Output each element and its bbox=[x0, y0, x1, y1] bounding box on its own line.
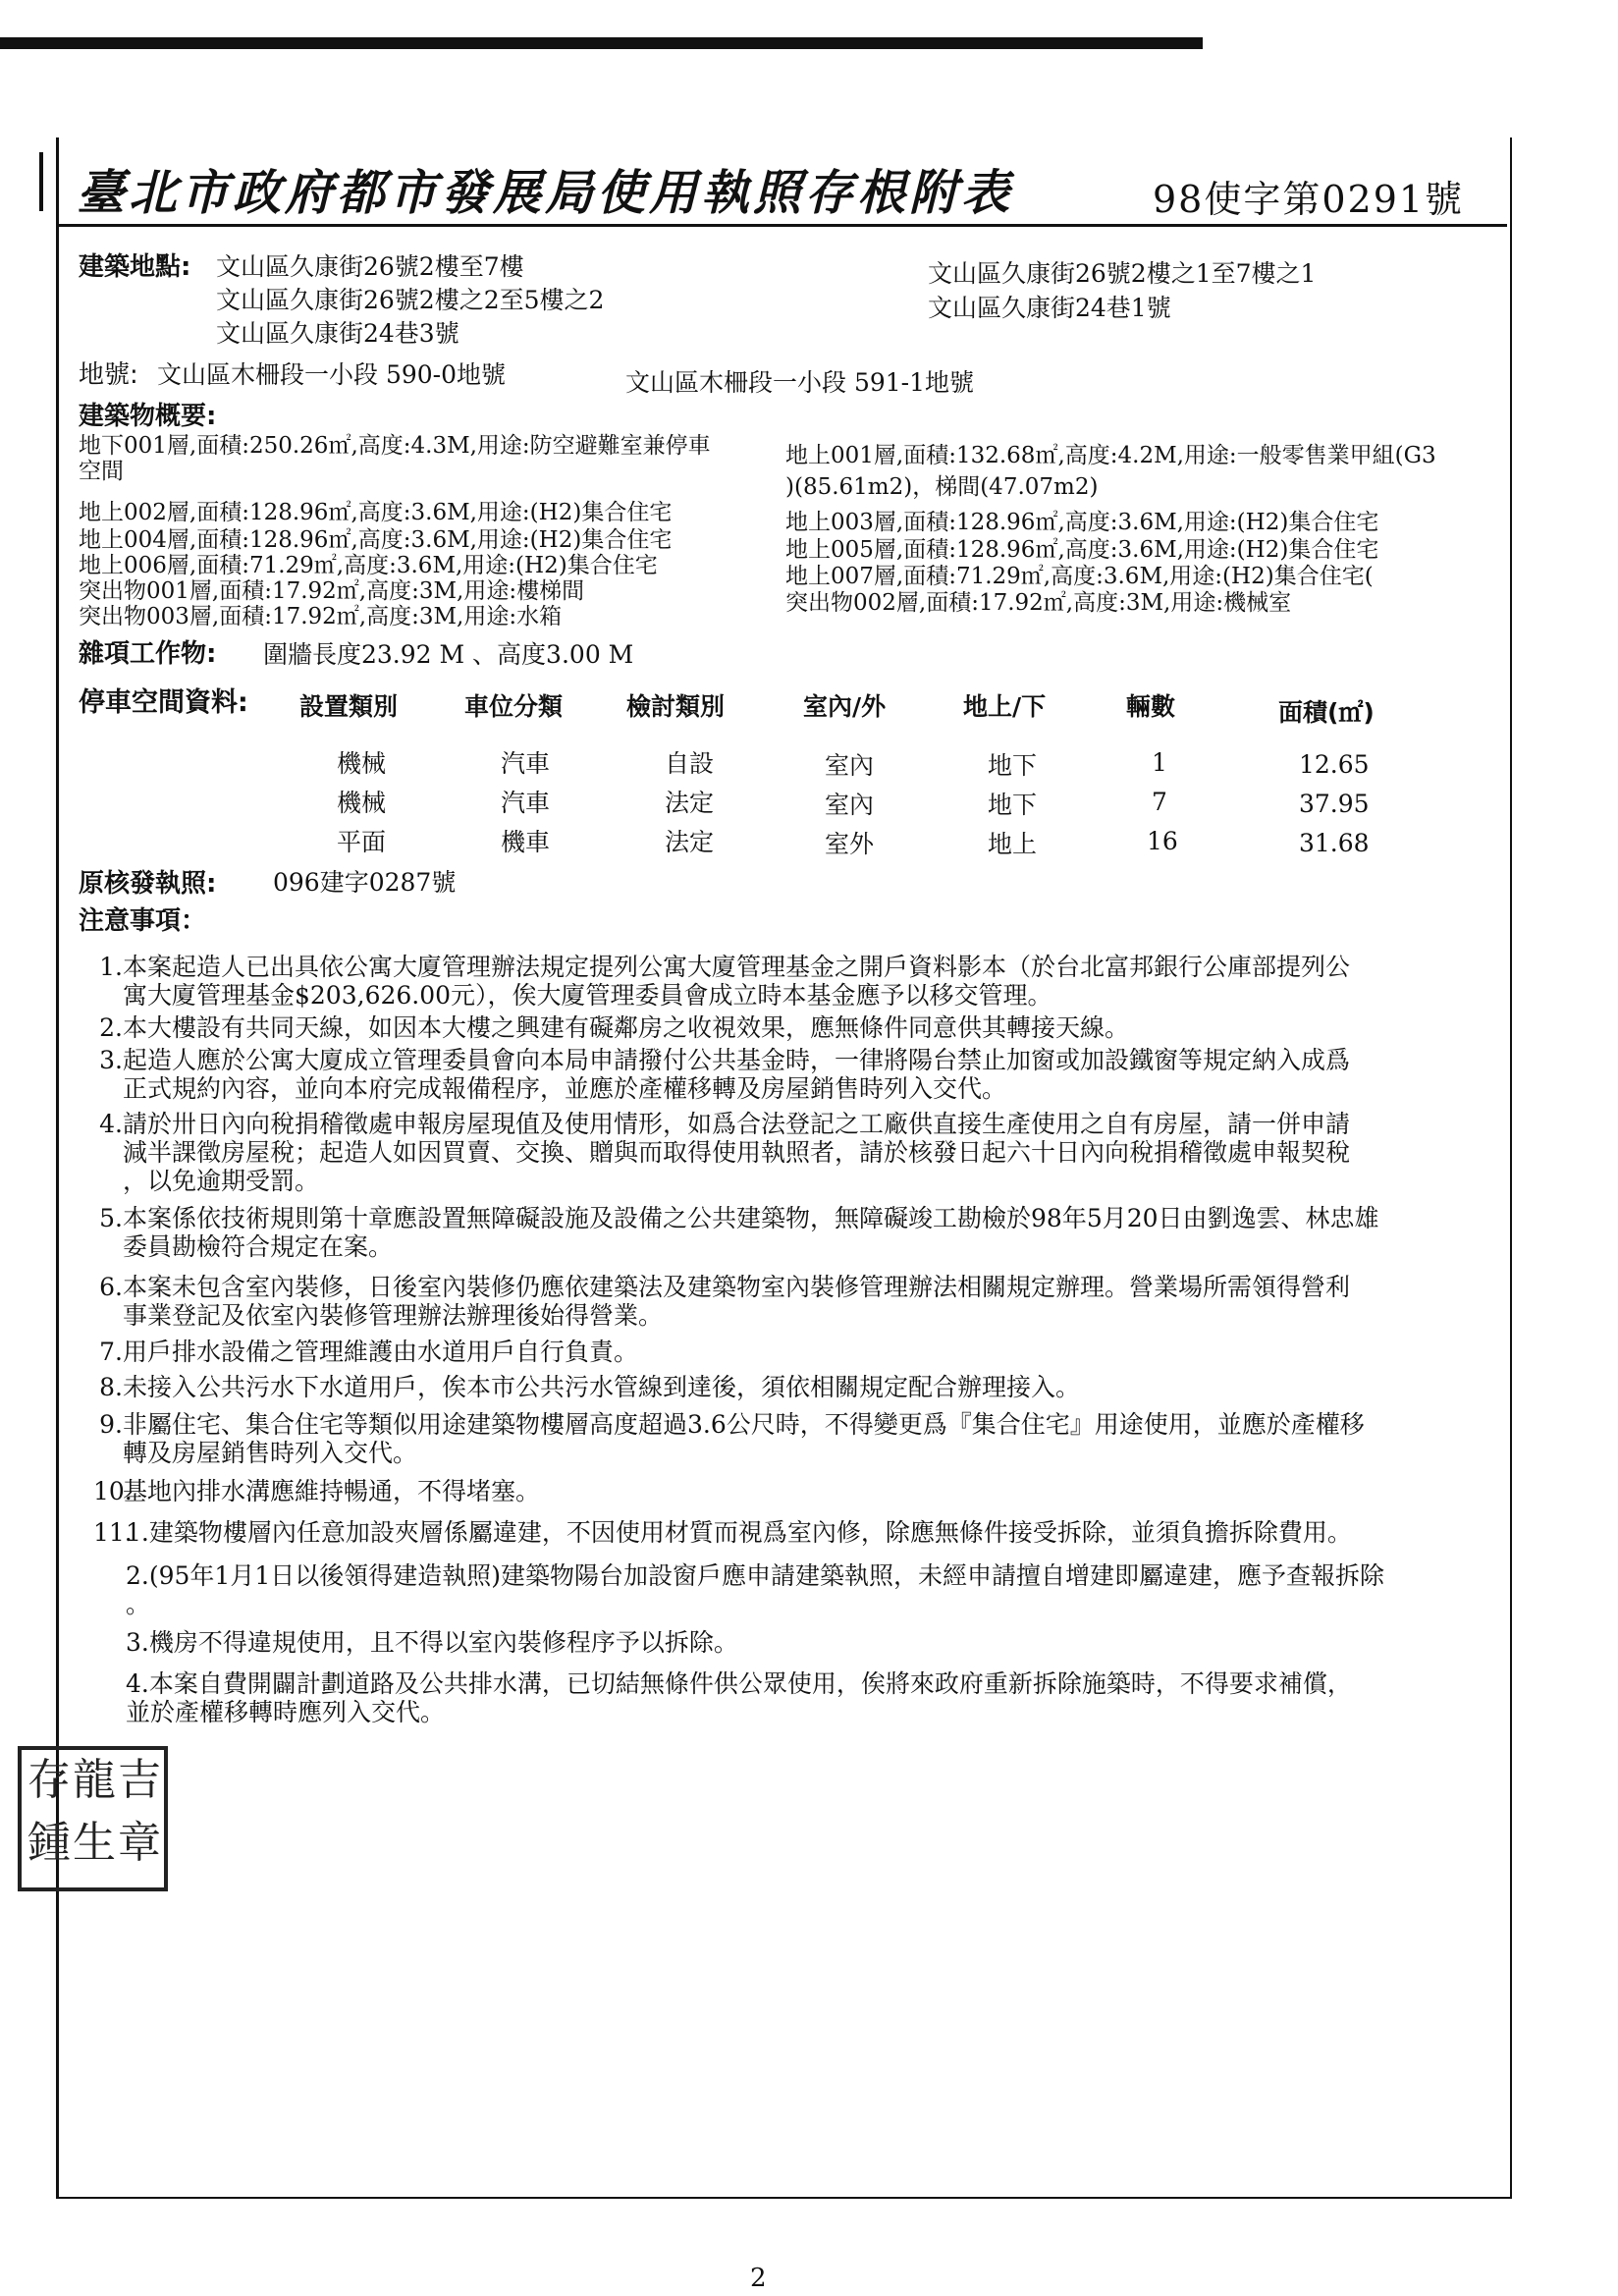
overview-line: 地上005層,面積:128.96㎡,高度:3.6M,用途:(H2)集合住宅 bbox=[785, 537, 1379, 563]
overview-line: 地下001層,面積:250.26㎡,高度:4.3M,用途:防空避難室兼停車 bbox=[79, 433, 711, 459]
misc-value: 圍牆長度23.92 M 、高度3.00 M bbox=[263, 640, 634, 669]
seal-char: 存 bbox=[27, 1755, 71, 1805]
parking-cell: 自設 bbox=[665, 749, 715, 778]
note-line: 請於卅日內向稅捐稽徵處申報房屋現值及使用情形，如爲合法登記之工廠供直接生產使用之自有房屋，請一併申請 bbox=[123, 1110, 1351, 1138]
document-title: 臺北市政府都市發展局使用執照存根附表 bbox=[77, 164, 1014, 221]
parking-header: 室內/外 bbox=[803, 692, 887, 721]
note-number: 4. bbox=[99, 1110, 123, 1138]
seal-char: 章 bbox=[118, 1818, 161, 1868]
overview-line: 地上003層,面積:128.96㎡,高度:3.6M,用途:(H2)集合住宅 bbox=[785, 510, 1379, 535]
original-permit-label: 原核發執照: bbox=[79, 869, 217, 899]
note-line: 事業登記及依室內裝修管理辦法辦理後始得營業。 bbox=[123, 1301, 664, 1330]
lot-value: 文山區木柵段一小段 590-0地號 bbox=[157, 360, 507, 389]
parking-cell: 37.95 bbox=[1299, 790, 1370, 818]
note-subitem bbox=[126, 1518, 1510, 1547]
parking-cell: 地下 bbox=[988, 751, 1038, 780]
note-line: 減半課徵房屋稅；起造人如因買賣、交換、贈與而取得使用執照者，請於核發日起六十日內向稅捐稽徵處申報契稅 bbox=[123, 1138, 1351, 1167]
original-permit-value: 096建字0287號 bbox=[273, 868, 457, 897]
note-line: 本案未包含室內裝修，日後室內裝修仍應依建築法及建築物室內裝修管理辦法相關規定辦理。營業場所需領得營利 bbox=[123, 1273, 1351, 1301]
site-address: 文山區久康街24巷3號 bbox=[216, 319, 459, 348]
note-line: 用戶排水設備之管理維護由水道用戶自行負責。 bbox=[123, 1338, 639, 1366]
parking-cell: 汽車 bbox=[501, 789, 551, 817]
site-address: 文山區久康街26號2樓至7樓 bbox=[216, 252, 524, 281]
note-number: 9. bbox=[99, 1410, 123, 1439]
parking-cell: 地上 bbox=[988, 830, 1038, 858]
note-number: 10. bbox=[93, 1477, 133, 1505]
seal-char: 鍾 bbox=[27, 1818, 71, 1868]
notes-label: 注意事項： bbox=[79, 906, 207, 936]
overview-line: 地上004層,面積:128.96㎡,高度:3.6M,用途:(H2)集合住宅 bbox=[79, 527, 673, 553]
note-line: 轉及房屋銷售時列入交代。 bbox=[123, 1439, 418, 1467]
note-line: 寓大廈管理基金$203,626.00元），俟大廈管理委員會成立時本基金應予以移交管理。 bbox=[123, 981, 1052, 1010]
parking-cell: 平面 bbox=[337, 828, 387, 856]
note-line: 未接入公共污水下水道用戶，俟本市公共污水管線到達後，須依相關規定配合辦理接入。 bbox=[123, 1373, 1081, 1401]
parking-cell: 汽車 bbox=[501, 749, 551, 778]
parking-cell: 16 bbox=[1147, 827, 1178, 855]
note-line: 非屬住宅、集合住宅等類似用途建築物樓層高度超過3.6公尺時，不得變更爲『集合住宅』用途使用，並應於產權移 bbox=[123, 1410, 1365, 1439]
note-line: 並於產權移轉時應列入交代。 bbox=[126, 1698, 446, 1726]
parking-header: 地上/下 bbox=[963, 692, 1047, 721]
note-line: 基地內排水溝應維持暢通，不得堵塞。 bbox=[123, 1477, 541, 1505]
overview-line: 地上001層,面積:132.68㎡,高度:4.2M,用途:一般零售業甲組(G3 bbox=[785, 443, 1436, 468]
site-address: 文山區久康街24巷1號 bbox=[928, 294, 1171, 322]
note-line: 本案係依技術規則第十章應設置無障礙設施及設備之公共建築物，無障礙竣工勘檢於98年5月20日由劉逸雲、林忠雄 bbox=[123, 1204, 1379, 1232]
overview-line: 地上006層,面積:71.29㎡,高度:3.6M,用途:(H2)集合住宅 bbox=[79, 553, 658, 578]
site-address: 文山區久康街26號2樓之1至7樓之1 bbox=[928, 259, 1317, 288]
overview-line: 地上002層,面積:128.96㎡,高度:3.6M,用途:(H2)集合住宅 bbox=[79, 500, 673, 525]
parking-header: 檢討類別 bbox=[626, 692, 726, 721]
misc-label: 雜項工作物: bbox=[79, 639, 217, 669]
note-number: 2. bbox=[99, 1013, 123, 1042]
lot-label: 地號: bbox=[79, 360, 138, 390]
note-subitem bbox=[126, 1561, 1510, 1618]
seal-char: 生 bbox=[73, 1818, 116, 1868]
note-number: 3. bbox=[99, 1046, 123, 1074]
parking-cell: 室內 bbox=[825, 791, 875, 819]
overview-line: )(85.61m2)，梯間(47.07m2) bbox=[785, 474, 1099, 500]
lot-value: 文山區木柵段一小段 591-1地號 bbox=[625, 368, 975, 397]
parking-cell: 法定 bbox=[665, 789, 715, 817]
note-line: 本案起造人已出具依公寓大廈管理辦法規定提列公寓大廈管理基金之開戶資料影本（於台北富邦銀行公庫部提列公 bbox=[123, 953, 1351, 981]
note-number: 6. bbox=[99, 1273, 123, 1301]
note-number: 1. bbox=[99, 953, 123, 981]
parking-cell: 地下 bbox=[988, 791, 1038, 819]
parking-cell: 法定 bbox=[665, 828, 715, 856]
official-seal bbox=[18, 1746, 168, 1891]
title-rule bbox=[56, 224, 1507, 227]
parking-header: 車位分類 bbox=[464, 692, 564, 721]
permit-number: 98使字第0291號 bbox=[1153, 178, 1465, 221]
parking-cell: 室外 bbox=[825, 830, 875, 858]
note-line: 起造人應於公寓大廈成立管理委員會向本局申請撥付公共基金時，一律將陽台禁止加窗或加設鐵窗等規定納入成爲 bbox=[123, 1046, 1351, 1074]
parking-cell: 機械 bbox=[337, 789, 387, 817]
parking-header: 輛數 bbox=[1126, 692, 1176, 721]
note-line: 2.(95年1月1日以後領得建造執照)建築物陽台加設窗戶應申請建築執照，未經申請擅自增建即屬違建，應予查報拆除 bbox=[126, 1561, 1384, 1590]
parking-label: 停車空間資料: bbox=[79, 687, 248, 718]
site-address: 文山區久康街26號2樓之2至5樓之2 bbox=[216, 286, 605, 314]
site-label: 建築地點: bbox=[79, 252, 191, 282]
note-line: 。 bbox=[126, 1590, 151, 1618]
overview-line: 地上007層,面積:71.29㎡,高度:3.6M,用途:(H2)集合住宅( bbox=[785, 564, 1374, 589]
note-line: 正式規約內容，並向本府完成報備程序，並應於產權移轉及房屋銷售時列入交代。 bbox=[123, 1074, 1007, 1103]
overview-line: 突出物002層,面積:17.92㎡,高度:3M,用途:機械室 bbox=[785, 590, 1292, 616]
note-number: 5. bbox=[99, 1204, 123, 1232]
note-line: 3.機房不得違規使用，且不得以室內裝修程序予以拆除。 bbox=[126, 1628, 738, 1657]
top-rule bbox=[0, 37, 1203, 49]
note-number: 7. bbox=[99, 1338, 123, 1366]
parking-header: 面積(㎡) bbox=[1278, 698, 1375, 727]
note-number: 11. bbox=[93, 1518, 133, 1547]
note-line: 1.建築物樓層內任意加設夾層係屬違建，不因使用材質而視爲室內修，除應無條件接受拆除，並須負擔拆除費用。 bbox=[126, 1518, 1352, 1547]
seal-char: 龍 bbox=[73, 1755, 116, 1805]
page-number: 2 bbox=[750, 2264, 767, 2293]
overview-line: 空間 bbox=[79, 459, 124, 484]
parking-cell: 機車 bbox=[501, 828, 551, 856]
note-line: 委員勘檢符合規定在案。 bbox=[123, 1232, 394, 1261]
note-subitem bbox=[126, 1669, 1510, 1726]
parking-cell: 31.68 bbox=[1299, 829, 1370, 857]
overview-line: 突出物001層,面積:17.92㎡,高度:3M,用途:樓梯間 bbox=[79, 578, 585, 604]
parking-cell: 12.65 bbox=[1299, 750, 1370, 779]
note-line: 本大樓設有共同天線，如因本大樓之興建有礙鄰房之收視效果，應無條件同意供其轉接天線。 bbox=[123, 1013, 1130, 1042]
parking-cell: 室內 bbox=[825, 751, 875, 780]
note-subitem bbox=[126, 1628, 1510, 1657]
parking-cell: 機械 bbox=[337, 749, 387, 778]
parking-cell: 7 bbox=[1152, 788, 1167, 816]
overview-line: 突出物003層,面積:17.92㎡,高度:3M,用途:水箱 bbox=[79, 604, 563, 629]
note-line: 4.本案自費開闢計劃道路及公共排水溝，已切結無條件供公眾使用，俟將來政府重新拆除施築時，不得要求補償， bbox=[126, 1669, 1352, 1698]
overview-label: 建築物概要: bbox=[79, 402, 217, 431]
parking-header: 設置類別 bbox=[299, 692, 399, 721]
parking-cell: 1 bbox=[1152, 748, 1167, 777]
seal-char: 吉 bbox=[118, 1755, 161, 1805]
note-number: 8. bbox=[99, 1373, 123, 1401]
note-line: ，以免逾期受罰。 bbox=[123, 1167, 320, 1195]
